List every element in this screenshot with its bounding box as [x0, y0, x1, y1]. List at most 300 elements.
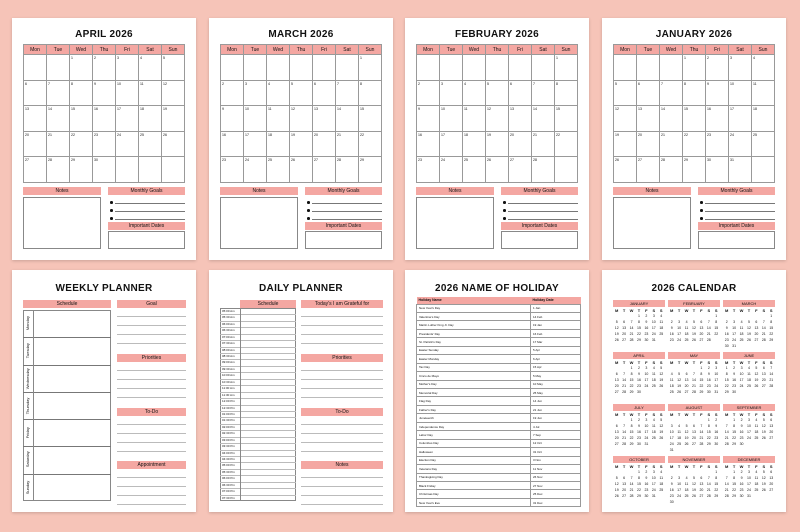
mini-day — [768, 389, 775, 395]
day-cell[interactable]: 19 — [290, 131, 313, 157]
mini-day: 4 — [685, 320, 688, 324]
goal-line[interactable] — [705, 219, 775, 220]
day-cell[interactable]: 5 — [162, 55, 185, 81]
daily-write-line[interactable] — [301, 334, 383, 335]
weekly-day-label: Monday — [25, 316, 30, 331]
important-dates-box[interactable] — [108, 231, 185, 249]
day-cell[interactable]: 8 — [555, 80, 578, 106]
mini-day: 27 — [769, 488, 774, 492]
day-cell[interactable] — [463, 55, 486, 81]
time-slot-line[interactable] — [220, 450, 296, 451]
mini-day: 26 — [677, 390, 682, 394]
day-cell[interactable]: 12 — [290, 106, 313, 132]
weekday-header: Sat — [336, 45, 359, 55]
day-cell[interactable]: 2 — [417, 80, 440, 106]
day-cell[interactable]: 4 — [463, 80, 486, 106]
mini-day: 16 — [714, 430, 719, 434]
day-cell[interactable]: 23 — [706, 131, 729, 157]
day-cell[interactable]: 20 — [313, 131, 336, 157]
table-row — [417, 372, 581, 380]
day-cell[interactable]: 4 — [267, 80, 290, 106]
day-cell[interactable]: 28 — [532, 157, 555, 183]
day-cell[interactable]: 28 — [660, 157, 683, 183]
day-cell[interactable]: 2 — [706, 55, 729, 81]
day-cell[interactable]: 12 — [486, 106, 509, 132]
mini-month-august — [668, 404, 720, 453]
mini-day: 20 — [692, 436, 696, 440]
weekly-write-line[interactable] — [117, 343, 186, 344]
goal-bullet — [307, 209, 310, 212]
time-slot-line[interactable] — [220, 398, 296, 399]
time-slot-line[interactable] — [220, 327, 296, 328]
day-cell[interactable] — [660, 55, 683, 81]
mini-day: 28 — [769, 384, 774, 388]
goal-line[interactable] — [508, 211, 578, 212]
day-cell[interactable]: 21 — [660, 131, 683, 157]
day-cell[interactable]: 9 — [417, 106, 440, 132]
table-row — [417, 431, 581, 439]
day-cell[interactable]: 28 — [47, 157, 70, 183]
goal-bullet — [503, 201, 506, 204]
time-slot-line[interactable] — [220, 321, 296, 322]
day-cell[interactable]: 1 — [359, 55, 382, 81]
weekly-write-line[interactable] — [117, 424, 186, 425]
day-cell[interactable] — [221, 55, 244, 81]
time-slot-line[interactable] — [220, 405, 296, 406]
day-cell[interactable]: 4 — [752, 55, 775, 81]
day-cell[interactable]: 22 — [70, 131, 93, 157]
day-cell[interactable] — [486, 55, 509, 81]
day-cell[interactable]: 16 — [93, 106, 116, 132]
mini-day: 25 — [747, 384, 751, 388]
day-cell[interactable]: 24 — [116, 131, 139, 157]
holiday-name: Mother's Day — [417, 380, 531, 388]
mini-day — [753, 389, 760, 395]
day-cell[interactable]: 25 — [267, 157, 290, 183]
weekly-write-line[interactable] — [117, 495, 186, 496]
day-cell[interactable]: 10 — [440, 106, 463, 132]
day-cell[interactable]: 27 — [509, 157, 532, 183]
day-cell[interactable]: 10 — [244, 106, 267, 132]
day-cell[interactable]: 29 — [70, 157, 93, 183]
time-slot-line[interactable] — [220, 411, 296, 412]
mini-month-july — [613, 404, 665, 447]
day-cell[interactable] — [417, 55, 440, 81]
mini-weekday: S — [652, 307, 656, 313]
day-cell[interactable]: 15 — [359, 106, 382, 132]
day-cell[interactable]: 6 — [313, 80, 336, 106]
goal-line[interactable] — [115, 211, 185, 212]
goal-line[interactable] — [312, 203, 382, 204]
day-cell[interactable]: 20 — [637, 131, 660, 157]
weekly-write-line[interactable] — [117, 325, 186, 326]
day-cell[interactable] — [336, 55, 359, 81]
mini-month-april — [613, 352, 665, 395]
day-cell[interactable]: 29 — [683, 157, 706, 183]
mini-day: 5 — [660, 366, 663, 370]
day-cell[interactable]: 1 — [683, 55, 706, 81]
day-cell[interactable]: 30 — [93, 157, 116, 183]
day-cell[interactable]: 22 — [683, 131, 706, 157]
mini-day: 21 — [769, 378, 774, 382]
important-dates-box[interactable] — [501, 231, 578, 249]
day-cell[interactable]: 20 — [509, 131, 532, 157]
day-cell[interactable]: 11 — [267, 106, 290, 132]
day-cell[interactable]: 4 — [139, 55, 162, 81]
day-cell[interactable]: 31 — [729, 157, 752, 183]
mini-weekday: M — [670, 307, 674, 313]
table-row — [417, 321, 581, 329]
mini-day: 12 — [659, 424, 664, 428]
day-cell[interactable]: 13 — [509, 106, 532, 132]
day-cell[interactable]: 24 — [244, 157, 267, 183]
day-cell[interactable]: 19 — [486, 131, 509, 157]
time-slot-line[interactable] — [220, 347, 296, 348]
mini-day: 1 — [715, 314, 718, 318]
daily-write-line[interactable] — [301, 388, 383, 389]
table-row — [417, 329, 581, 337]
mini-day: 12 — [692, 326, 696, 330]
day-cell[interactable] — [313, 55, 336, 81]
weekday-header: Mon — [24, 45, 47, 55]
day-cell[interactable]: 17 — [729, 106, 752, 132]
day-cell[interactable]: 9 — [706, 80, 729, 106]
day-cell[interactable]: 17 — [440, 131, 463, 157]
day-cell[interactable]: 18 — [267, 131, 290, 157]
mini-weekday: M — [615, 307, 619, 313]
daily-write-line[interactable] — [301, 486, 383, 487]
mini-weekday: S — [769, 359, 773, 365]
day-cell[interactable] — [440, 55, 463, 81]
day-cell[interactable]: 14 — [336, 106, 359, 132]
day-cell[interactable]: 23 — [417, 157, 440, 183]
goal-line[interactable] — [312, 211, 382, 212]
day-cell[interactable]: 1 — [70, 55, 93, 81]
mini-day: 10 — [714, 372, 719, 376]
day-cell[interactable]: 3 — [244, 80, 267, 106]
mini-weekday: S — [769, 411, 773, 417]
time-slot-line[interactable] — [220, 353, 296, 354]
goal-line[interactable] — [312, 219, 382, 220]
mini-day: 9 — [645, 320, 648, 324]
day-cell[interactable] — [532, 55, 555, 81]
weekly-day-divider — [23, 446, 111, 447]
time-slot-line[interactable] — [220, 475, 296, 476]
mini-day: 29 — [637, 338, 641, 342]
holiday-date: 31 Oct — [531, 448, 581, 456]
day-cell[interactable]: 8 — [683, 80, 706, 106]
daily-write-line[interactable] — [301, 316, 383, 317]
important-dates-box[interactable] — [305, 231, 382, 249]
weekly-write-line[interactable] — [117, 433, 186, 434]
day-cell[interactable]: 9 — [221, 106, 244, 132]
day-cell[interactable]: 15 — [555, 106, 578, 132]
time-slot-line[interactable] — [220, 359, 296, 360]
holiday-date: 16 Feb — [531, 329, 581, 337]
day-cell[interactable]: 14 — [532, 106, 555, 132]
mini-day: 2 — [740, 418, 743, 422]
day-cell[interactable]: 26 — [290, 157, 313, 183]
notes-box[interactable] — [23, 197, 101, 249]
time-slot-line[interactable] — [220, 379, 296, 380]
day-cell[interactable] — [24, 55, 47, 81]
notes-header: Notes — [220, 187, 298, 195]
mini-day: 6 — [700, 320, 703, 324]
day-cell[interactable]: 22 — [555, 131, 578, 157]
daily-write-line[interactable] — [301, 495, 383, 496]
day-cell[interactable]: 28 — [336, 157, 359, 183]
day-cell[interactable]: 14 — [47, 106, 70, 132]
day-cell[interactable]: 5 — [614, 80, 637, 106]
daily-write-line[interactable] — [301, 433, 383, 434]
day-cell[interactable]: 11 — [463, 106, 486, 132]
goal-line[interactable] — [508, 219, 578, 220]
day-cell[interactable] — [290, 55, 313, 81]
day-cell[interactable]: 24 — [440, 157, 463, 183]
mini-day: 29 — [724, 390, 729, 394]
weekday-header: Wed — [463, 45, 486, 55]
day-cell[interactable]: 27 — [24, 157, 47, 183]
time-slot-line[interactable] — [220, 392, 296, 393]
mini-day: 1 — [638, 314, 640, 318]
day-cell[interactable]: 25 — [139, 131, 162, 157]
day-cell[interactable] — [244, 55, 267, 81]
day-cell[interactable]: 30 — [706, 157, 729, 183]
day-cell[interactable]: 14 — [660, 106, 683, 132]
weekly-write-line[interactable] — [117, 451, 186, 452]
day-cell[interactable]: 13 — [313, 106, 336, 132]
daily-write-line[interactable] — [301, 379, 383, 380]
day-cell[interactable]: 15 — [70, 106, 93, 132]
time-slot-line[interactable] — [220, 372, 296, 373]
day-cell[interactable]: 21 — [532, 131, 555, 157]
day-cell[interactable]: 20 — [24, 131, 47, 157]
day-cell[interactable]: 18 — [463, 131, 486, 157]
time-slot-line[interactable] — [220, 495, 296, 496]
time-slot-line[interactable] — [220, 424, 296, 425]
mini-weekday: T — [732, 411, 736, 417]
day-cell[interactable]: 2 — [93, 55, 116, 81]
day-cell[interactable]: 29 — [359, 157, 382, 183]
day-cell[interactable]: 26 — [614, 157, 637, 183]
time-slot-line[interactable] — [220, 385, 296, 386]
day-cell[interactable]: 17 — [244, 131, 267, 157]
weekly-write-line[interactable] — [117, 370, 186, 371]
day-cell[interactable] — [47, 55, 70, 81]
daily-write-line[interactable] — [301, 397, 383, 398]
day-cell[interactable]: 17 — [116, 106, 139, 132]
mini-weekday: T — [692, 307, 696, 313]
time-slot-line[interactable] — [220, 417, 296, 418]
day-cell[interactable] — [139, 157, 162, 183]
mini-weekday: M — [725, 463, 729, 469]
mini-day — [690, 447, 697, 453]
day-cell[interactable]: 10 — [729, 80, 752, 106]
time-slot-line[interactable] — [220, 462, 296, 463]
weekly-write-line[interactable] — [117, 379, 186, 380]
day-cell[interactable]: 19 — [614, 131, 637, 157]
time-slot-line[interactable] — [220, 366, 296, 367]
day-cell[interactable] — [614, 55, 637, 81]
weekday-header: Sun — [752, 45, 775, 55]
day-cell[interactable]: 11 — [139, 80, 162, 106]
goal-line[interactable] — [115, 219, 185, 220]
day-cell[interactable]: 9 — [93, 80, 116, 106]
goal-line[interactable] — [508, 203, 578, 204]
weekly-write-line[interactable] — [117, 334, 186, 335]
day-cell[interactable]: 3 — [440, 80, 463, 106]
time-slot-line[interactable] — [220, 488, 296, 489]
day-cell[interactable]: 10 — [116, 80, 139, 106]
weekly-write-line[interactable] — [117, 397, 186, 398]
mini-day — [675, 447, 682, 453]
weekly-write-line[interactable] — [117, 486, 186, 487]
mini-weekday: S — [652, 359, 656, 365]
weekly-title: WEEKLY PLANNER — [55, 283, 153, 294]
day-cell[interactable]: 6 — [637, 80, 660, 106]
day-cell[interactable]: 24 — [729, 131, 752, 157]
weekly-write-line[interactable] — [117, 388, 186, 389]
time-slot-line[interactable] — [220, 334, 296, 335]
yearly-title: 2026 CALENDAR — [651, 283, 737, 294]
day-cell[interactable]: 27 — [313, 157, 336, 183]
day-cell[interactable]: 12 — [162, 80, 185, 106]
notes-box[interactable] — [220, 197, 298, 249]
day-cell[interactable]: 15 — [683, 106, 706, 132]
day-cell[interactable] — [752, 157, 775, 183]
day-cell[interactable] — [555, 157, 578, 183]
mini-weekday: S — [762, 411, 766, 417]
time-slot-line[interactable] — [220, 456, 296, 457]
mini-day: 1 — [630, 418, 633, 422]
time-slot-line[interactable] — [220, 482, 296, 483]
day-cell[interactable]: 21 — [47, 131, 70, 157]
daily-write-line[interactable] — [301, 504, 383, 505]
day-cell[interactable]: 7 — [47, 80, 70, 106]
day-cell[interactable] — [509, 55, 532, 81]
daily-write-line[interactable] — [301, 477, 383, 478]
notes-box[interactable] — [613, 197, 691, 249]
mini-weekday: W — [629, 307, 634, 313]
day-cell[interactable]: 8 — [359, 80, 382, 106]
time-slot-line[interactable] — [220, 469, 296, 470]
mini-weekday: S — [769, 463, 773, 469]
mini-day: 2 — [645, 314, 648, 318]
mini-day: 8 — [630, 372, 633, 376]
mini-day: 25 — [684, 338, 689, 342]
day-cell[interactable]: 16 — [221, 131, 244, 157]
mini-day: 5 — [660, 418, 663, 422]
day-cell[interactable]: 7 — [532, 80, 555, 106]
day-cell[interactable] — [116, 157, 139, 183]
day-cell[interactable]: 3 — [729, 55, 752, 81]
daily-write-line[interactable] — [301, 424, 383, 425]
mini-day: 21 — [706, 332, 711, 336]
daily-write-line[interactable] — [301, 370, 383, 371]
weekly-day-label: Tuesday — [25, 343, 30, 359]
day-cell[interactable]: 13 — [24, 106, 47, 132]
day-cell[interactable]: 1 — [555, 55, 578, 81]
goal-line[interactable] — [115, 203, 185, 204]
mini-weekday: F — [755, 307, 758, 313]
mini-weekday: M — [615, 463, 619, 469]
mini-day: 26 — [692, 494, 696, 498]
weekly-write-line[interactable] — [117, 504, 186, 505]
day-cell[interactable]: 19 — [162, 106, 185, 132]
day-cell[interactable]: 6 — [509, 80, 532, 106]
day-cell[interactable]: 23 — [221, 157, 244, 183]
time-slot-line[interactable] — [220, 443, 296, 444]
day-cell[interactable]: 5 — [290, 80, 313, 106]
day-cell[interactable]: 26 — [486, 157, 509, 183]
mini-day: 18 — [651, 378, 656, 382]
day-cell[interactable]: 16 — [706, 106, 729, 132]
time-slot-line[interactable] — [220, 437, 296, 438]
day-cell[interactable] — [162, 157, 185, 183]
day-cell[interactable]: 7 — [336, 80, 359, 106]
daily-write-line[interactable] — [301, 451, 383, 452]
mini-day: 9 — [707, 372, 710, 376]
daily-write-line[interactable] — [301, 325, 383, 326]
time-slot-line[interactable] — [220, 340, 296, 341]
time-slot-line[interactable] — [220, 314, 296, 315]
day-cell[interactable]: 26 — [162, 131, 185, 157]
day-cell[interactable]: 6 — [24, 80, 47, 106]
notes-box[interactable] — [416, 197, 494, 249]
mini-weekday: S — [659, 463, 663, 469]
mini-day — [753, 343, 760, 349]
mini-day: 27 — [699, 338, 704, 342]
day-cell[interactable]: 18 — [752, 106, 775, 132]
day-cell[interactable]: 5 — [486, 80, 509, 106]
day-cell[interactable]: 13 — [637, 106, 660, 132]
goal-line[interactable] — [705, 203, 775, 204]
time-slot-line[interactable] — [220, 430, 296, 431]
weekly-write-line[interactable] — [117, 477, 186, 478]
mini-day: 11 — [659, 476, 664, 480]
mini-day: 4 — [755, 470, 758, 474]
mini-month-december — [723, 456, 775, 499]
day-cell[interactable]: 25 — [463, 157, 486, 183]
day-cell[interactable]: 23 — [93, 131, 116, 157]
day-cell[interactable]: 27 — [637, 157, 660, 183]
day-cell[interactable] — [637, 55, 660, 81]
day-cell[interactable]: 8 — [70, 80, 93, 106]
day-cell[interactable]: 25 — [752, 131, 775, 157]
important-dates-box[interactable] — [698, 231, 775, 249]
mini-day: 18 — [754, 482, 759, 486]
goal-line[interactable] — [705, 211, 775, 212]
day-cell[interactable]: 11 — [752, 80, 775, 106]
time-slot-label: 12:30 Pm — [222, 405, 235, 410]
mini-day: 7 — [707, 476, 710, 480]
weekly-write-line[interactable] — [117, 442, 186, 443]
day-cell[interactable]: 7 — [660, 80, 683, 106]
time-slot-label: 03:00 Pm — [222, 437, 235, 442]
daily-write-line[interactable] — [301, 343, 383, 344]
day-cell[interactable]: 21 — [336, 131, 359, 157]
day-cell[interactable] — [267, 55, 290, 81]
mini-day: 12 — [761, 476, 766, 480]
day-cell[interactable]: 2 — [221, 80, 244, 106]
day-cell[interactable]: 18 — [139, 106, 162, 132]
day-cell[interactable]: 12 — [614, 106, 637, 132]
weekly-write-line[interactable] — [117, 316, 186, 317]
daily-write-line[interactable] — [301, 442, 383, 443]
day-cell[interactable]: 3 — [116, 55, 139, 81]
day-cell[interactable]: 22 — [359, 131, 382, 157]
day-cell[interactable]: 16 — [417, 131, 440, 157]
